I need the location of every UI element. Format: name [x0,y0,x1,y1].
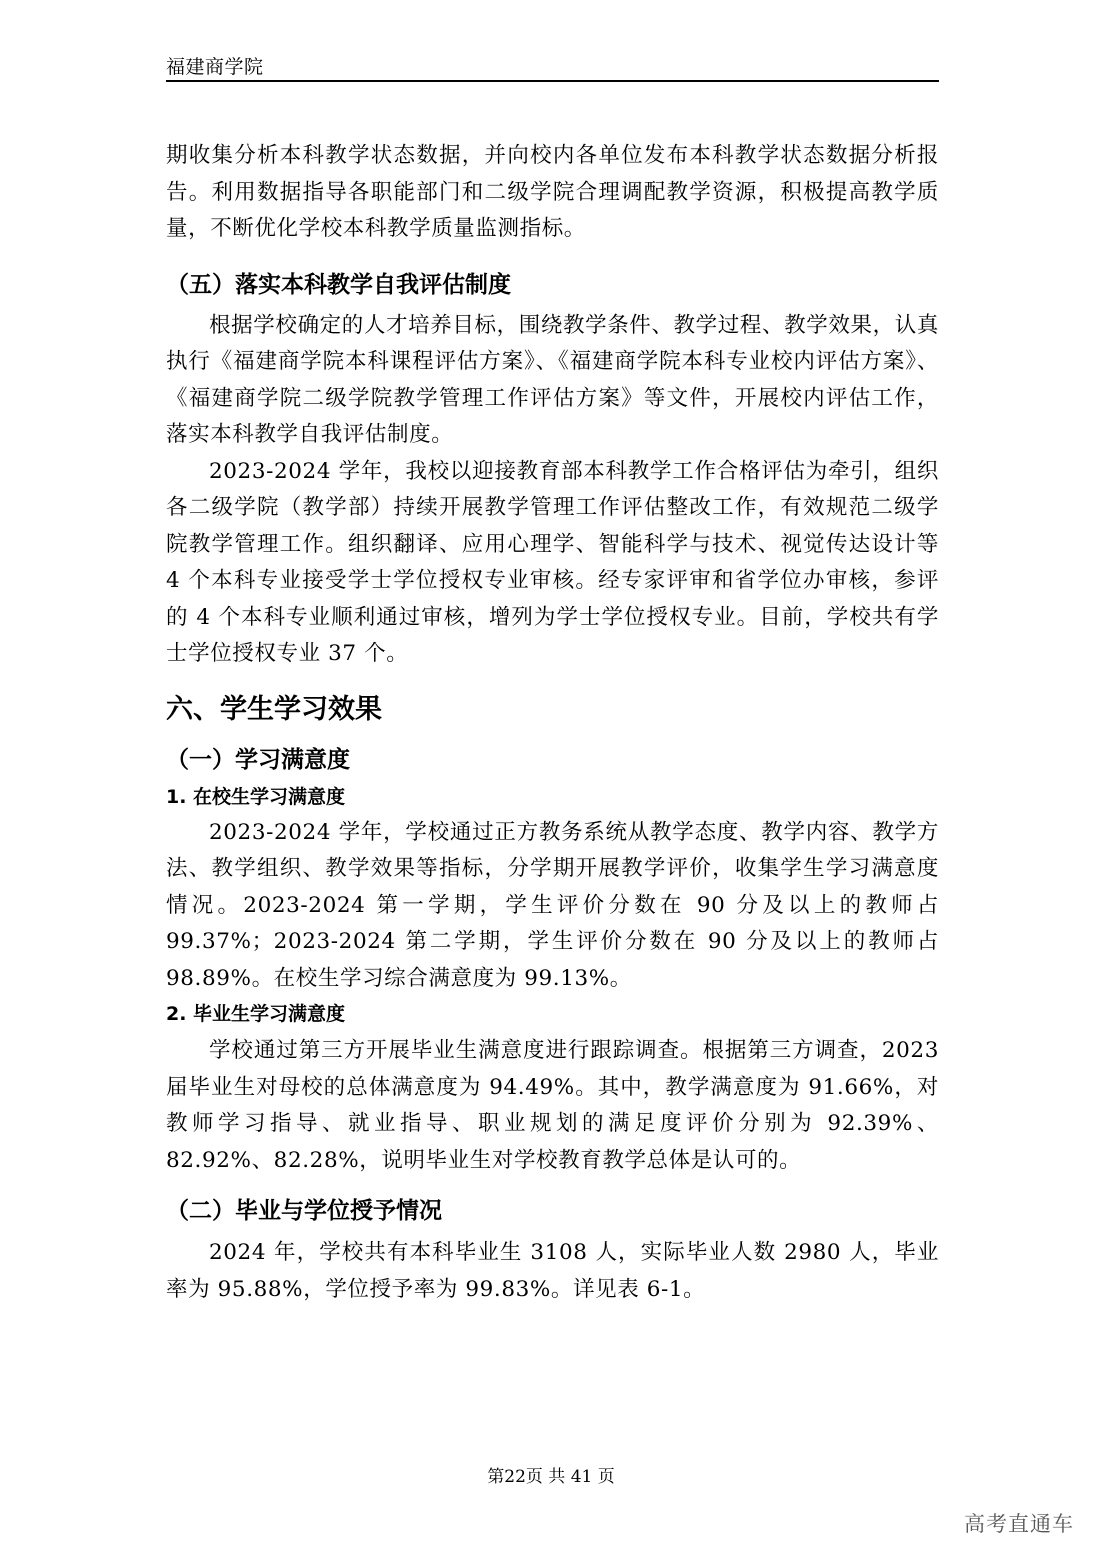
page-number: 第22页 共 41 页 [487,1467,615,1487]
heading-section-six: 六、学生学习效果 [166,693,382,725]
heading-item-2: 2. 毕业生学习满意度 [166,1003,346,1025]
watermark-text: 高考直通车 [964,1512,1074,1536]
document-body [166,138,939,1308]
heading-item-1: 1. 在校生学习满意度 [166,785,346,808]
heading-six-one: （一）学习满意度 [166,746,350,773]
paragraph-five-2: 2023-2024 学年，我校以迎接教育部本科教学工作合格评估为牵引，组织各二级学院（教学部）持续开展教学管理工作评估整改工作，有效规范二级学院教学管理工作。组织翻译、应用心理学、智能科学与技术、视觉传达设计等 4 个本科专业接受学士学位授权专业审核。经专家评审和省学位办审核，参评的 4 个本科专业顺利通过审核，增列为学士学位授权专业。目前，学校共有学士学位授权专业 37 个。 [166,458,939,666]
header-school-name: 福建商学院 [166,56,264,78]
paragraph-intro: 期收集分析本科教学状态数据，并向校内各单位发布本科教学状态数据分析报告。利用数据指导各职能部门和二级学院合理调配教学资源，积极提高教学质量，不断优化学校本科教学质量监测指标。 [166,143,939,241]
paragraph-six-2: 2024 年，学校共有本科毕业生 3108 人，实际毕业人数 2980 人，毕业率为 95.88%，学位授予率为 99.83%。详见表 6-1。 [166,1240,939,1302]
paragraph-five-1: 根据学校确定的人才培养目标，围绕教学条件、教学过程、教学效果，认真执行《福建商学院本科课程评估方案》、《福建商学院本科专业校内评估方案》、《福建商学院二级学院教学管理工作评估方案》等文件，开展校内评估工作，落实本科教学自我评估制度。 [166,312,939,447]
page-header [166,50,939,82]
paragraph-item-1: 2023-2024 学年，学校通过正方教务系统从教学态度、教学内容、教学方法、教学组织、教学效果等指标，分学期开展教学评价，收集学生学习满意度情况。2023-2024 第一学期，学生评价分数在 90 分及以上的教师占 99.37%；2023-2024 第二学期，学生评价分数在 90 分及以上的教师占 98.89%。在校生学习综合满意度为 99.13%。 [166,819,939,991]
paragraph-item-2: 学校通过第三方开展毕业生满意度进行跟踪调查。根据第三方调查，2023 届毕业生对母校的总体满意度为 94.49%。其中，教学满意度为 91.66%，对教师学习指导、就业指导、职业规划的满足度评价分别为 92.39%、82.92%、82.28%，说明毕业生对学校教育教学总体是认可的。 [166,1038,939,1173]
heading-section-five: （五）落实本科教学自我评估制度 [166,271,511,298]
heading-six-two: （二）毕业与学位授予情况 [166,1198,442,1224]
